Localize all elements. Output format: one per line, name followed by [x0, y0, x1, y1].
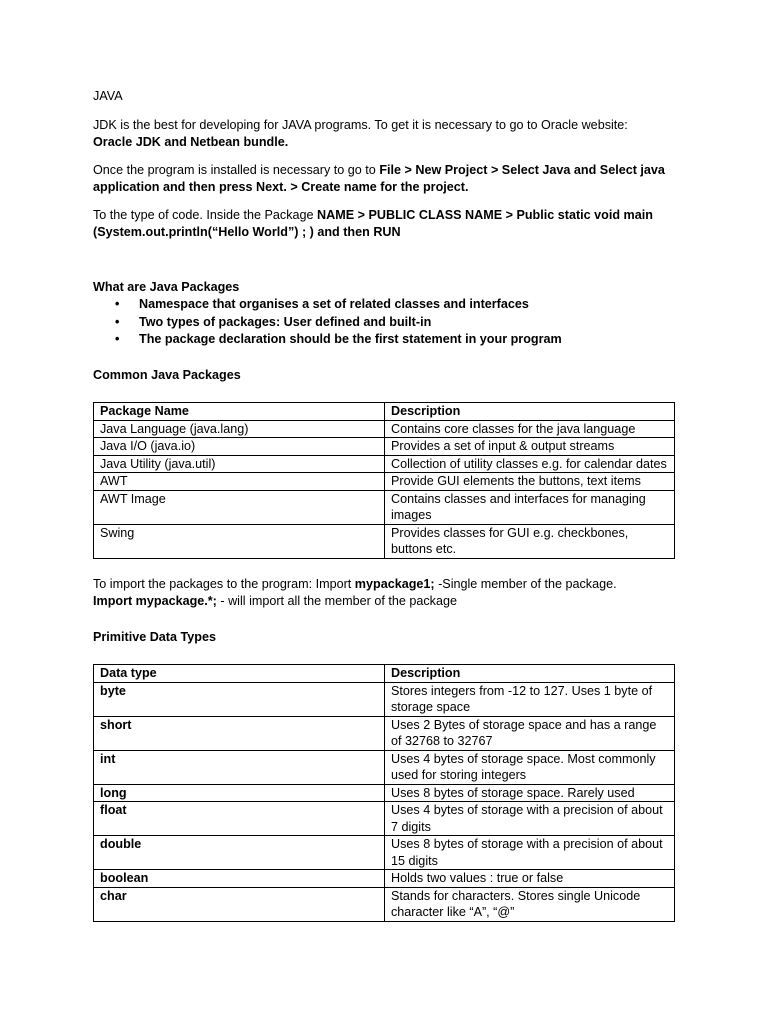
- table-row: [94, 716, 675, 750]
- paragraph-install-text: Once the program is installed is necessary to go to: [93, 162, 380, 177]
- table-row: [94, 473, 675, 491]
- packages-heading: What are Java Packages: [93, 279, 240, 294]
- import-paragraph: [93, 576, 683, 611]
- table-cell: Uses 2 Bytes of storage space and has a range of 32768 to 32767: [385, 716, 675, 750]
- bullet-item: • Two types of packages: User defined and built-in: [93, 314, 683, 332]
- bullet-item: • Namespace that organises a set of related classes and interfaces: [93, 296, 683, 314]
- table-row: [94, 682, 675, 716]
- paragraph-code-text: To the type of code. Inside the Package: [93, 207, 318, 222]
- table-row: [94, 870, 675, 888]
- table-row: [94, 455, 675, 473]
- table-cell: char: [94, 887, 385, 921]
- table-cell: Contains classes and interfaces for managing images: [385, 490, 675, 524]
- table-row: [94, 524, 675, 558]
- document-title: JAVA: [93, 89, 123, 103]
- table-cell: long: [94, 784, 385, 802]
- table-header-row: [94, 403, 675, 421]
- table-cell: byte: [94, 682, 385, 716]
- table-row: [94, 802, 675, 836]
- data-types-table: [93, 664, 675, 922]
- table-cell: AWT Image: [94, 490, 385, 524]
- table-row: [94, 420, 675, 438]
- table-cell: boolean: [94, 870, 385, 888]
- table-cell: Uses 8 bytes of storage with a precision of about 15 digits: [385, 836, 675, 870]
- table-cell: int: [94, 750, 385, 784]
- paragraph-jdk-text: JDK is the best for developing for JAVA programs. To get it is necessary to go to Oracle website:: [93, 117, 628, 132]
- paragraph-jdk-bold: Oracle JDK and Netbean bundle.: [93, 135, 289, 149]
- table-cell: Holds two values : true or false: [385, 870, 675, 888]
- packages-bullet-list: [93, 296, 683, 349]
- paragraph-install-bold: File > New Project > Select Java and Select java application and then press Next. > Create name for the project.: [93, 162, 665, 194]
- table-cell: Java Language (java.lang): [94, 420, 385, 438]
- table-cell: Provide GUI elements the buttons, text items: [385, 473, 675, 491]
- bullet-item: • The package declaration should be the first statement in your program: [93, 331, 683, 349]
- table-header-row: [94, 665, 675, 683]
- table-row: [94, 784, 675, 802]
- table-cell: Provides classes for GUI e.g. checkbones, buttons etc.: [385, 524, 675, 558]
- import-line1-text: To import the packages to the program: Import: [93, 576, 355, 591]
- table-cell: Uses 4 bytes of storage space. Most commonly used for storing integers: [385, 750, 675, 784]
- table-cell: Uses 4 bytes of storage with a precision of about 7 digits: [385, 802, 675, 836]
- table-cell: Provides a set of input & output streams: [385, 438, 675, 456]
- packages-table: [93, 402, 675, 559]
- paragraph-install: [93, 162, 683, 197]
- import-line2-text: - will import all the member of the package: [216, 594, 457, 608]
- paragraph-code-bold: NAME > PUBLIC CLASS NAME > Public static void main (System.out.println(“Hello World”) ; ) and then RUN: [93, 207, 653, 239]
- table-header-cell: Description: [385, 403, 675, 421]
- primitive-types-heading: Primitive Data Types: [93, 629, 216, 644]
- table-cell: short: [94, 716, 385, 750]
- table-cell: Stands for characters. Stores single Unicode character like “A”, “@”: [385, 887, 675, 921]
- import-line1-tail: -Single member of the package.: [434, 576, 617, 591]
- table-header-cell: Description: [385, 665, 675, 683]
- table-cell: Contains core classes for the java language: [385, 420, 675, 438]
- table-header-cell: Package Name: [94, 403, 385, 421]
- table-row: [94, 887, 675, 921]
- common-packages-heading: Common Java Packages: [93, 367, 241, 382]
- import-line2-bold: Import mypackage.*;: [93, 594, 217, 608]
- table-cell: AWT: [94, 473, 385, 491]
- table-cell: float: [94, 802, 385, 836]
- paragraph-jdk: [93, 117, 683, 152]
- import-line1-bold: mypackage1;: [354, 576, 435, 591]
- table-cell: Collection of utility classes e.g. for calendar dates: [385, 455, 675, 473]
- table-row: [94, 836, 675, 870]
- table-cell: Stores integers from -12 to 127. Uses 1 byte of storage space: [385, 682, 675, 716]
- table-cell: double: [94, 836, 385, 870]
- table-cell: Swing: [94, 524, 385, 558]
- paragraph-code: [93, 207, 683, 242]
- document-body: [93, 88, 683, 922]
- table-cell: Java I/O (java.io): [94, 438, 385, 456]
- table-cell: Java Utility (java.util): [94, 455, 385, 473]
- table-cell: Uses 8 bytes of storage space. Rarely used: [385, 784, 675, 802]
- table-row: [94, 490, 675, 524]
- table-row: [94, 750, 675, 784]
- table-header-cell: Data type: [94, 665, 385, 683]
- table-row: [94, 438, 675, 456]
